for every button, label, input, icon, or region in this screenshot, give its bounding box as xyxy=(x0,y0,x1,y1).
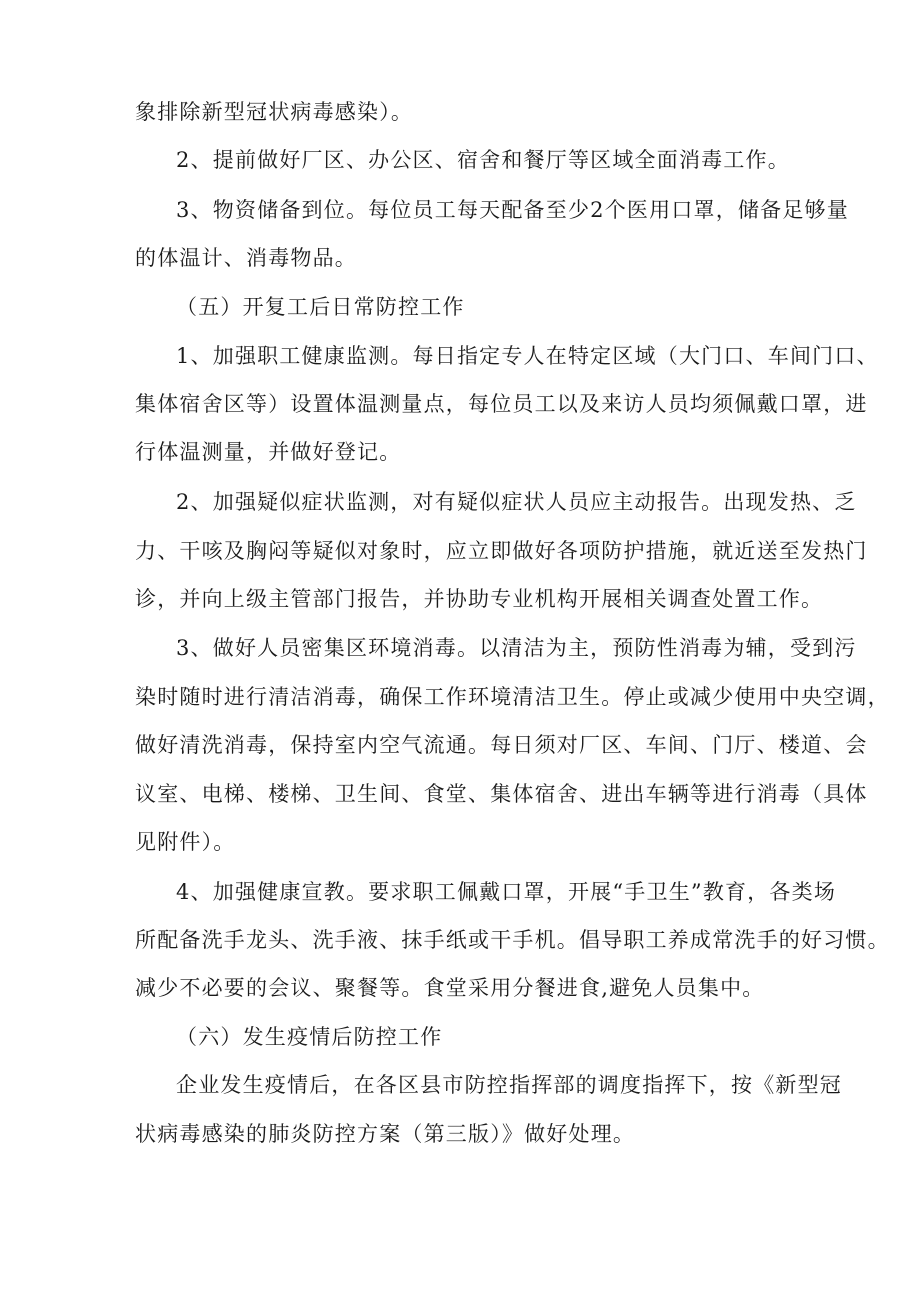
text-line-6: 1、加强职工健康监测。每日指定专人在特定区域（大门口、车间门口、 xyxy=(176,344,879,368)
text-line-18: 所配备洗手龙头、洗手液、抹手纸或干手机。倡导职工养成常洗手的好习惯。 xyxy=(135,928,890,952)
text-line-17: 4、加强健康宣教。要求职工佩戴口罩，开展“手卫生”教育，各类场 xyxy=(176,880,837,904)
text-line-11: 诊，并向上级主管部门报告，并协助专业机构开展相关调查处置工作。 xyxy=(135,587,824,611)
text-line-15: 议室、电梯、楼梯、卫生间、食堂、集体宿舍、进出车辆等进行消毒（具体 xyxy=(135,782,868,806)
text-line-21: 企业发生疫情后，在各区县市防控指挥部的调度指挥下，按《新型冠 xyxy=(176,1073,842,1097)
section-heading-6: （六）发生疫情后防控工作 xyxy=(176,1025,443,1049)
text-line-4: 的体温计、消毒物品。 xyxy=(135,246,357,270)
text-line-14: 做好清洗消毒，保持室内空气流通。每日须对厂区、车间、门厅、楼道、会 xyxy=(135,733,868,757)
text-line-13: 染时随时进行清洁消毒，确保工作环境清洁卫生。停止或减少使用中央空调， xyxy=(135,685,890,709)
text-line-12: 3、做好人员密集区环境消毒。以清洁为主，预防性消毒为辅，受到污 xyxy=(176,636,857,660)
text-line-1: 象排除新型冠状病毒感染）。 xyxy=(135,100,414,124)
text-line-2: 2、提前做好厂区、办公区、宿舍和餐厅等区域全面消毒工作。 xyxy=(176,148,790,172)
text-line-19: 减少不必要的会议、聚餐等。食堂采用分餐进食,避免人员集中。 xyxy=(135,976,765,1000)
text-line-9: 2、加强疑似症状监测，对有疑似症状人员应主动报告。出现发热、乏 xyxy=(176,490,857,514)
text-line-22: 状病毒感染的肺炎防控方案（第三版）》做好处理。 xyxy=(135,1122,636,1146)
text-line-3: 3、物资储备到位。每位员工每天配备至少2个医用口罩，储备足够量 xyxy=(176,198,849,222)
text-line-8: 行体温测量，并做好登记。 xyxy=(135,440,402,464)
section-heading-5: （五）开复工后日常防控工作 xyxy=(176,295,465,319)
text-line-7: 集体宿舍区等）设置体温测量点，每位员工以及来访人员均须佩戴口罩，进 xyxy=(135,392,868,416)
text-line-10: 力、干咳及胸闷等疑似对象时，应立即做好各项防护措施，就近送至发热门 xyxy=(135,539,868,563)
text-line-16: 见附件）。 xyxy=(135,830,236,854)
